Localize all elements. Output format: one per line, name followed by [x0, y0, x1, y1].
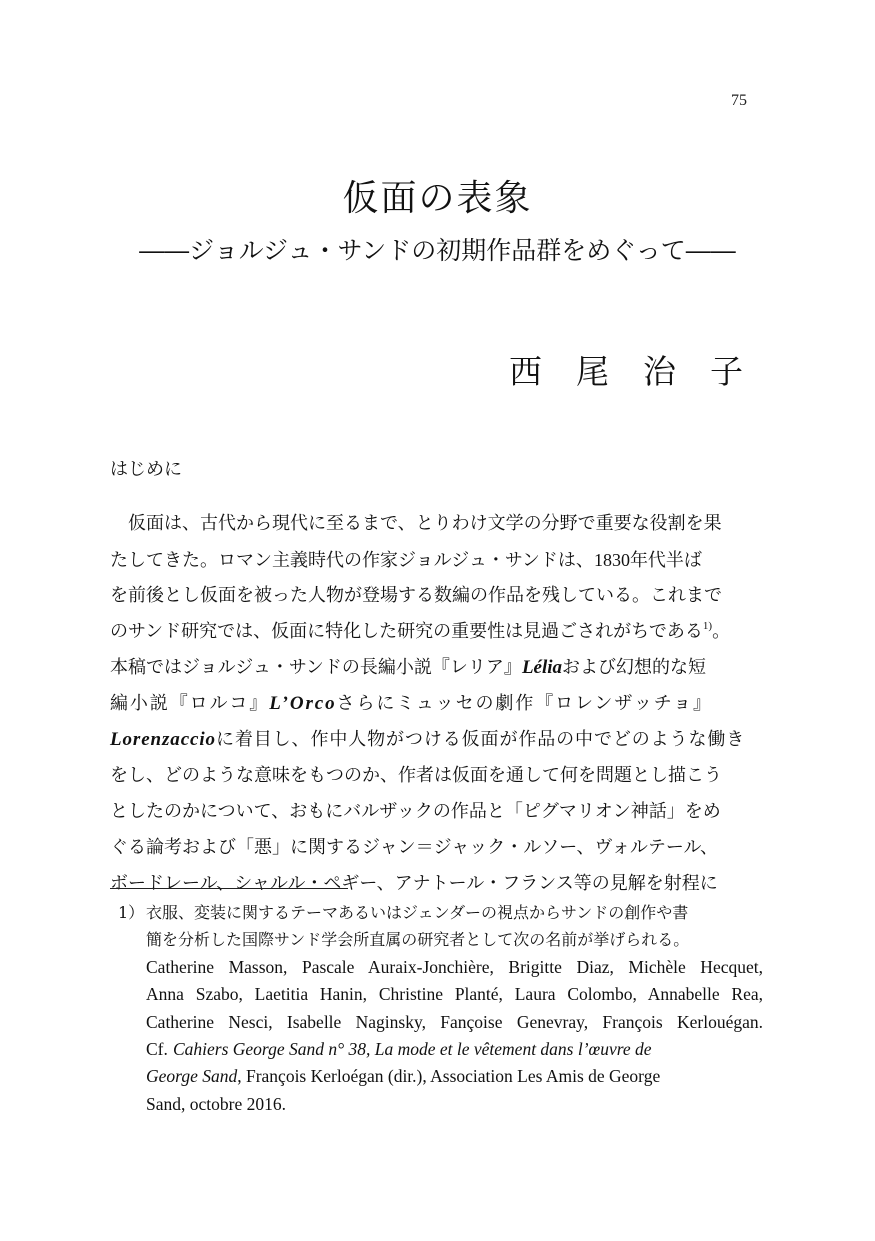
body-line: のサンド研究では、仮面に特化した研究の重要性は見過ごされがちである$^{1)}$。: [110, 620, 731, 642]
body-line: 仮面は、古代から現代に至るまで、とりわけ文学の分野で重要な役割を果: [128, 513, 722, 534]
body-line: としたのかについて、おもにバルザックの作品と「ピグマリオン神話」をめ: [110, 801, 721, 822]
work-title-lelia: Lélia: [521, 657, 563, 678]
footnote-line: Cf. Cahiers George Sand n° 38, La mode et le vêtement dans l’œuvre de: [146, 1038, 652, 1059]
footnote-line: Catherine Masson, Pascale Auraix-Jonchière, Brigitte Diaz, Michèle Hecquet,: [146, 956, 763, 977]
article-subtitle: ――ジョルジュ・サンドの初期作品群をめぐって――: [139, 236, 736, 265]
section-heading: はじめに: [110, 459, 182, 480]
footnote-number: 1）: [118, 903, 145, 922]
page-number: 75: [731, 92, 747, 109]
footnote-line: Anna Szabo, Laetitia Hanin, Christine Planté, Laura Colombo, Annabelle Rea,: [146, 984, 763, 1005]
footnote-line: Catherine Nesci, Isabelle Naginsky, Fançoise Genevray, François Kerlouégan.: [146, 1011, 763, 1032]
body-line: をし、どのような意味をもつのか、作者は仮面を通して何を問題とし描こう: [110, 765, 722, 786]
footnote-line: Sand, octobre 2016.: [146, 1093, 286, 1114]
body-line: を前後とし仮面を被った人物が登場する数編の作品を残している。これまで: [110, 585, 722, 606]
work-title-lorco: L’Orco: [269, 693, 337, 714]
body-line: 本稿ではジョルジュ・サンドの長編小説『レリア』Léliaおよび幻想的な短: [110, 657, 707, 678]
journal-title: Cahiers George Sand n° 38, La mode et le vêtement dans l’œuvre de: [172, 1038, 652, 1059]
body-line: Lorenzaccioに着目し、作中人物がつける仮面が作品の中でどのような働き: [110, 729, 746, 750]
body-text: [110, 506, 765, 902]
year-text: 1830: [593, 550, 630, 570]
footnote-reference[interactable]: 1): [702, 620, 713, 632]
article-title: 仮面の表象: [342, 178, 533, 219]
body-line: ぐる論考および「悪」に関するジャン＝ジャック・ルソー、ヴォルテール、: [110, 837, 719, 858]
work-title-lorenzaccio: Lorenzaccio: [110, 729, 216, 750]
footnote-line: 1） 衣服、変装に関するテーマあるいはジェンダーの視点からサンドの創作や書: [118, 899, 768, 926]
body-line: ボードレール、シャルル・ペギー、アナトール・フランス等の見解を射程に: [110, 873, 718, 894]
footnote-line: George Sand, François Kerloégan (dir.), Association Les Amis de George: [146, 1066, 661, 1087]
author-name: 西尾治子: [509, 352, 777, 391]
body-line: たしてきた。ロマン主義時代の作家ジョルジュ・サンドは、1830年代半ば: [110, 550, 702, 571]
body-line: 編小説『ロルコ』L’Orcoさらにミュッセの劇作『ロレンザッチョ』: [110, 693, 713, 714]
footnote-line: 簡を分析した国際サンド学会所直属の研究者として次の名前が挙げられる。: [146, 930, 690, 950]
journal-title-cont: George Sand: [146, 1066, 238, 1087]
footnote-divider: [110, 888, 348, 889]
footnotes: [118, 899, 768, 1118]
